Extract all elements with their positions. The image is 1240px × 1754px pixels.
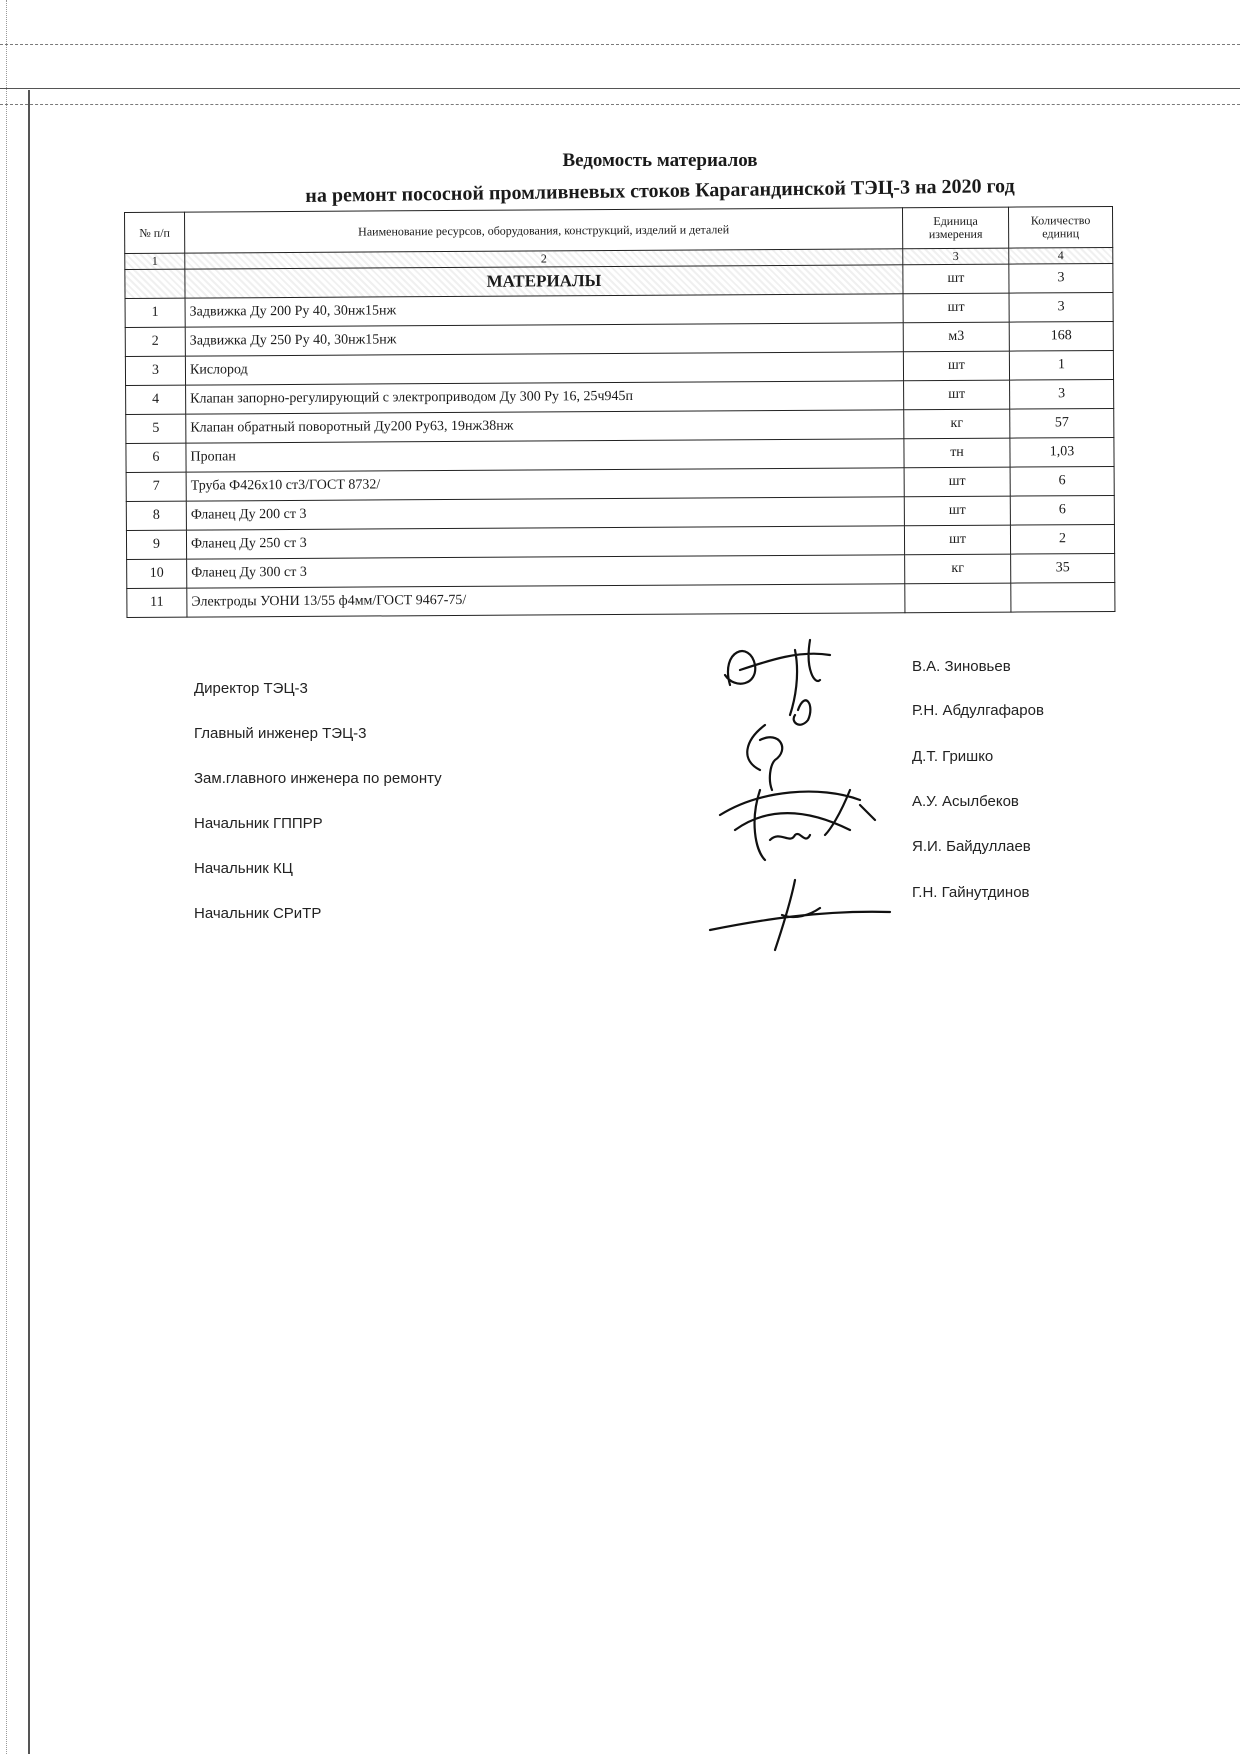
document-title: Ведомость материалов (562, 150, 758, 171)
row-num: 9 (126, 530, 186, 559)
header-name: Наименование ресурсов, оборудования, конструкций, изделий и деталей (185, 208, 903, 253)
row-qty: 1,03 (1010, 437, 1114, 467)
header-num: № п/п (125, 212, 185, 253)
section-num-cell (125, 269, 185, 298)
column-index: 2 (185, 249, 903, 269)
signatory-name: В.А. Зиновьев (912, 658, 1011, 675)
signatory-title: Зам.главного инженера по ремонту (194, 770, 442, 787)
row-unit: м3 (903, 322, 1009, 352)
row-num: 11 (127, 588, 187, 617)
row-qty: 168 (1009, 321, 1113, 351)
row-name: Электроды УОНИ 13/55 ф4мм/ГОСТ 9467-75/ (187, 584, 905, 617)
column-index: 3 (903, 248, 1009, 265)
header-unit: Единица измерения (902, 207, 1008, 249)
document-subtitle: на ремонт пососной промливневых стоков Карагандинской ТЭЦ-3 на 2020 год (305, 175, 1015, 207)
row-name: Пропан (186, 439, 904, 472)
row-qty: 6 (1010, 495, 1114, 525)
row-name: Кислород (185, 352, 903, 385)
row-name: Фланец Ду 200 ст 3 (186, 497, 904, 530)
signatory-title: Начальник ГППРР (194, 815, 323, 832)
signatory-title: Главный инженер ТЭЦ-3 (194, 725, 367, 742)
signatory-name: А.У. Асылбеков (912, 793, 1019, 810)
row-unit: шт (904, 380, 1010, 410)
row-name: Клапан обратный поворотный Ду200 Ру63, 19нж38нж (186, 410, 904, 443)
row-name: Фланец Ду 250 ст 3 (186, 526, 904, 559)
row-num: 4 (126, 385, 186, 414)
row-qty: 3 (1009, 292, 1113, 322)
row-unit: шт (904, 467, 1010, 497)
row-name: Труба Ф426х10 ст3/ГОСТ 8732/ (186, 468, 904, 501)
header-qty: Количество единиц (1008, 206, 1112, 248)
row-unit (905, 583, 1011, 613)
row-num: 10 (127, 559, 187, 588)
row-qty: 1 (1009, 350, 1113, 380)
row-qty: 35 (1011, 553, 1115, 583)
scan-artifact-line (0, 88, 1240, 89)
row-num: 5 (126, 414, 186, 443)
table-row (127, 582, 1115, 617)
row-unit: шт (904, 496, 1010, 526)
scan-artifact-line (0, 44, 1240, 45)
row-qty: 6 (1010, 466, 1114, 496)
row-unit: шт (903, 293, 1009, 323)
scan-artifact-edge (6, 0, 7, 1754)
handwritten-signature-icon (700, 630, 900, 960)
signatory-title: Директор ТЭЦ-3 (194, 680, 308, 697)
signatory-name: Г.Н. Гайнутдинов (912, 884, 1030, 901)
section-label: МАТЕРИАЛЫ (185, 265, 903, 298)
row-num: 3 (125, 356, 185, 385)
row-num: 8 (126, 501, 186, 530)
signatory-name: Я.И. Байдуллаев (912, 838, 1031, 855)
row-qty: 2 (1010, 524, 1114, 554)
row-num: 7 (126, 472, 186, 501)
row-unit: шт (904, 525, 1010, 555)
row-unit: кг (904, 409, 1010, 439)
table-header-row (125, 206, 1113, 253)
row-unit: кг (905, 554, 1011, 584)
row-num: 6 (126, 443, 186, 472)
row-unit: тн (904, 438, 1010, 468)
row-num: 1 (125, 298, 185, 327)
row-name: Клапан запорно-регулирующий с электроприводом Ду 300 Ру 16, 25ч945п (186, 381, 904, 414)
row-qty: 57 (1010, 408, 1114, 438)
signatory-name: Д.Т. Гришко (912, 748, 994, 765)
column-index: 1 (125, 253, 185, 269)
signatory-title: Начальник КЦ (194, 860, 293, 877)
row-name: Задвижка Ду 250 Ру 40, 30нж15нж (185, 323, 903, 356)
signatory-name: Р.Н. Абдулгафаров (912, 702, 1044, 719)
row-unit: шт (903, 351, 1009, 381)
scan-artifact-line (0, 104, 1240, 105)
row-num: 2 (125, 327, 185, 356)
signatory-title: Начальник СРиТР (194, 905, 322, 922)
materials-table (124, 206, 1115, 618)
row-name: Задвижка Ду 200 Ру 40, 30нж15нж (185, 294, 903, 327)
row-name: Фланец Ду 300 ст 3 (187, 555, 905, 588)
row-qty: 3 (1010, 379, 1114, 409)
section-qty: 3 (1009, 263, 1113, 293)
column-index: 4 (1009, 247, 1113, 264)
section-unit: шт (903, 264, 1009, 294)
row-qty (1011, 582, 1115, 612)
scan-artifact-edge (28, 90, 30, 1754)
